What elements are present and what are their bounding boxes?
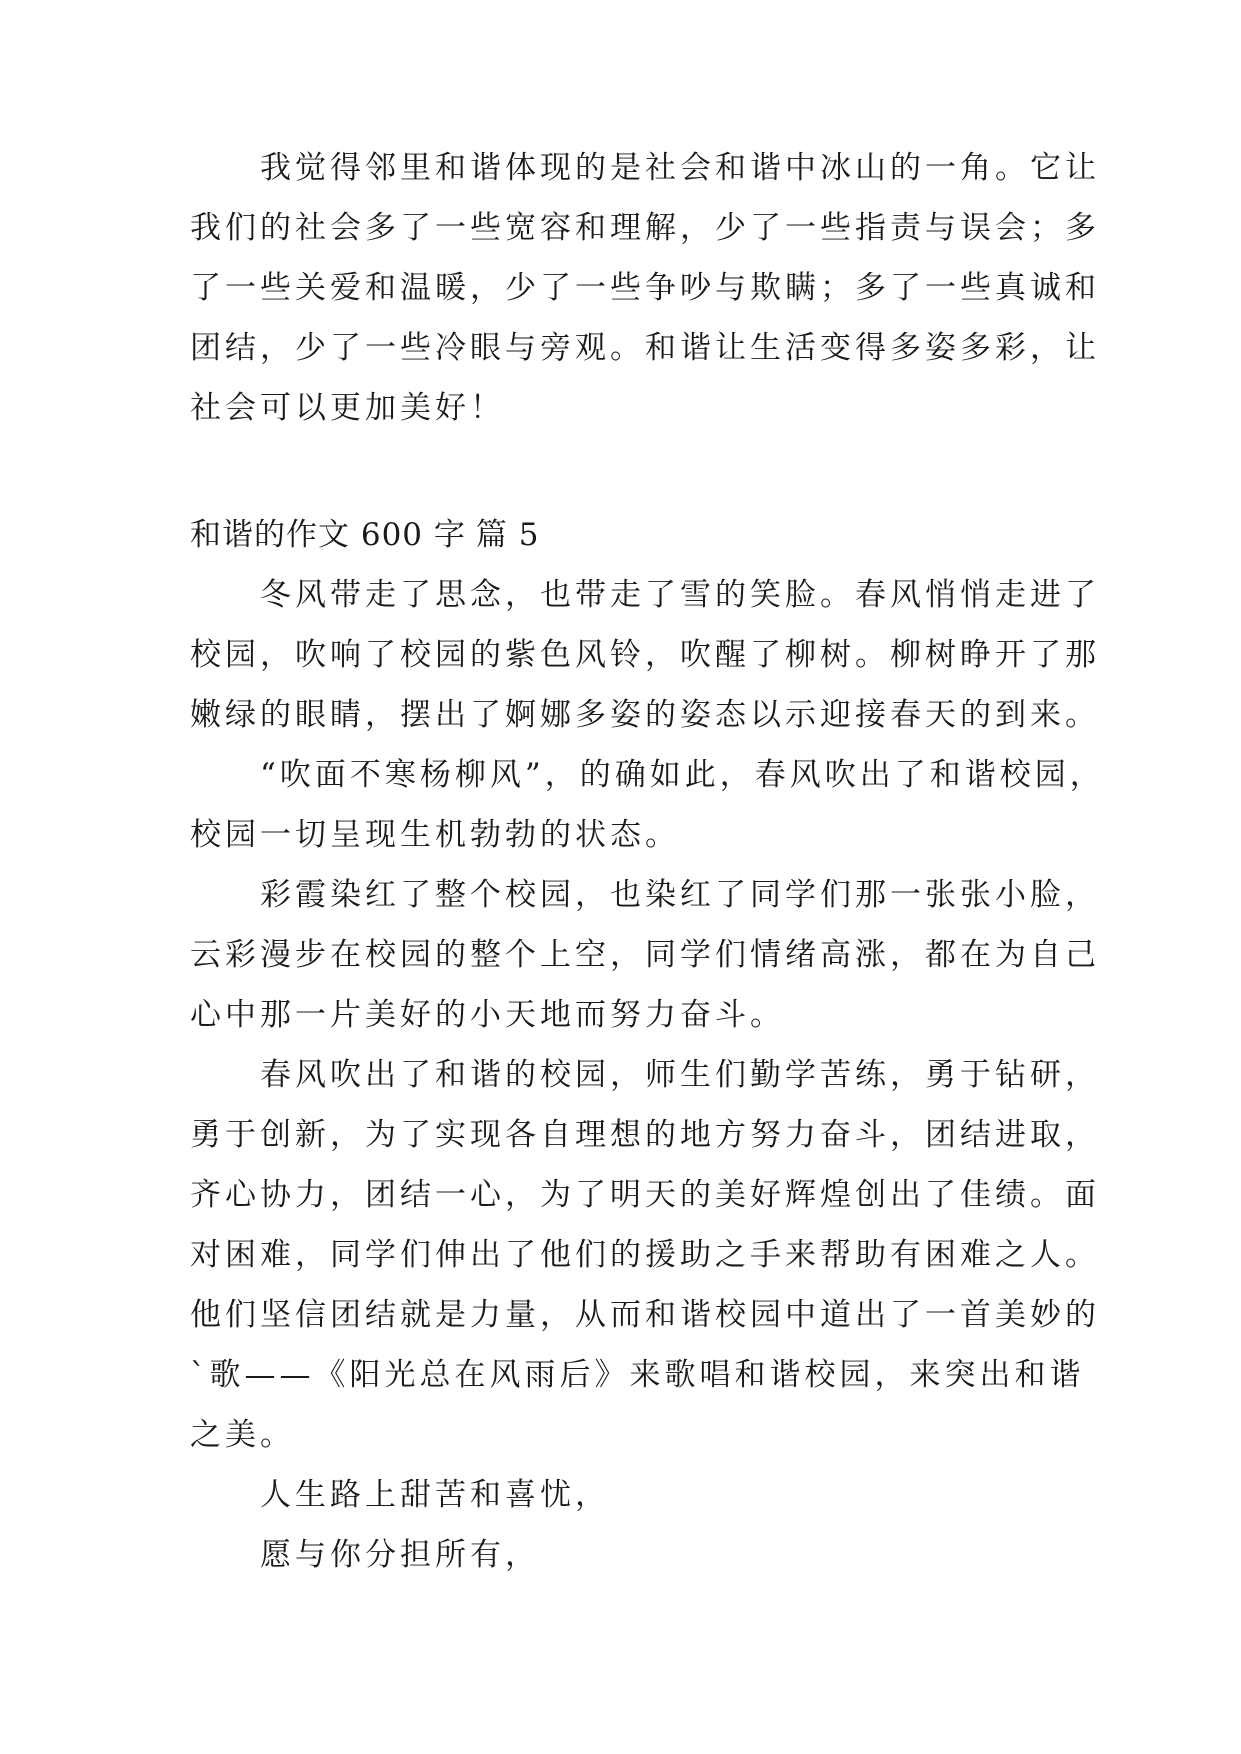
text-line: 了一些关爱和温暖，少了一些争吵与欺瞒；多了一些真诚和 [190, 270, 1100, 306]
text-line: 我们的社会多了一些宽容和理解，少了一些指责与误会；多 [190, 210, 1100, 246]
text-line: 云彩漫步在校园的整个上空，同学们情绪高涨，都在为自己 [190, 937, 1100, 973]
text-line: 勇于创新，为了实现各自理想的地方努力奋斗，团结进取， [190, 1117, 1100, 1153]
text-line: 愿与你分担所有， [190, 1537, 540, 1573]
text-line: 校园一切呈现生机勃勃的状态。 [190, 817, 680, 853]
text-line: 彩霞染红了整个校园，也染红了同学们那一张张小脸， [190, 877, 1100, 913]
text-line: 心中那一片美好的小天地而努力奋斗。 [190, 997, 785, 1033]
section-number: 篇 5 [475, 517, 540, 553]
text-line: 春风吹出了和谐的校园，师生们勤学苦练，勇于钻研， [190, 1057, 1100, 1093]
text-line: `歌——《阳光总在风雨后》来歌唱和谐校园，来突出和谐 [190, 1357, 1085, 1393]
text-line: “吹面不寒杨柳风”，的确如此，春风吹出了和谐校园， [190, 757, 1105, 793]
text-line: 人生路上甜苦和喜忧， [190, 1477, 610, 1513]
text-line: 之美。 [190, 1417, 295, 1453]
section-heading [190, 505, 539, 565]
text-line: 嫩绿的眼睛，摆出了婀娜多姿的姿态以示迎接春天的到来。 [190, 697, 1100, 733]
section-title: 和谐的作文 600 字 [190, 517, 466, 553]
essay-body [190, 565, 1105, 1585]
text-line: 社会可以更加美好！ [190, 390, 505, 426]
text-line: 冬风带走了思念，也带走了雪的笑脸。春风悄悄走进了 [190, 577, 1100, 613]
text-line: 对困难，同学们伸出了他们的援助之手来帮助有困难之人。 [190, 1237, 1100, 1273]
text-line: 齐心协力，团结一心，为了明天的美好辉煌创出了佳绩。面 [190, 1177, 1100, 1213]
text-line: 团结，少了一些冷眼与旁观。和谐让生活变得多姿多彩，让 [190, 330, 1100, 366]
text-line: 他们坚信团结就是力量，从而和谐校园中道出了一首美妙的 [190, 1297, 1100, 1333]
intro-paragraph [190, 138, 1100, 438]
text-line: 我觉得邻里和谐体现的是社会和谐中冰山的一角。它让 [190, 150, 1100, 186]
text-line: 校园，吹响了校园的紫色风铃，吹醒了柳树。柳树睁开了那 [190, 637, 1100, 673]
